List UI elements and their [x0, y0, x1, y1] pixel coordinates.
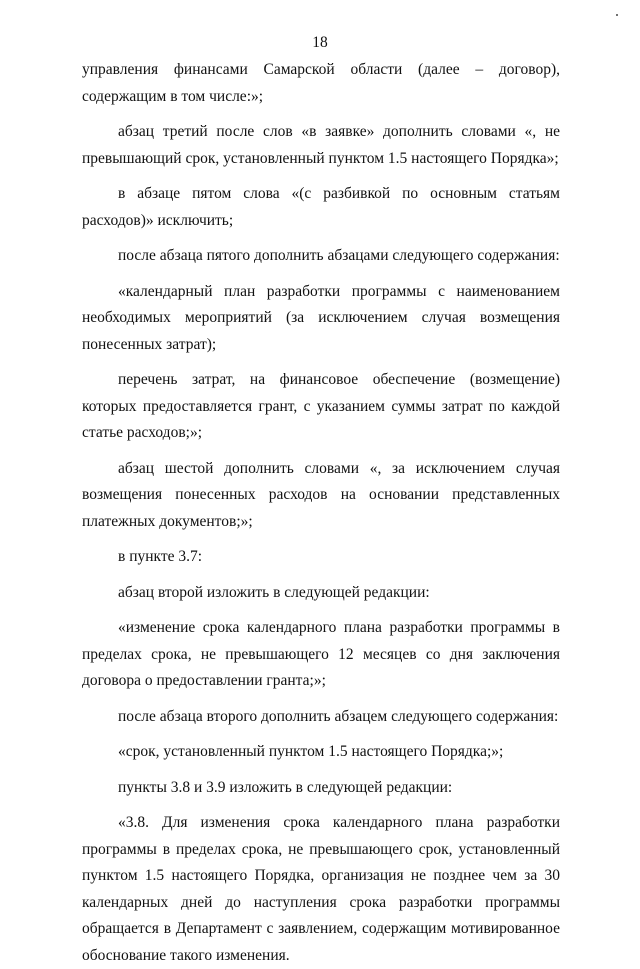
- paragraph: после абзаца пятого дополнить абзацами следующего содержания:: [118, 247, 560, 264]
- paragraph: в абзаце пятом слова «(с разбивкой по основным статьям расходов)» исключить;: [82, 185, 560, 229]
- document-body: [82, 57, 560, 969]
- paragraph: «изменение срока календарного плана разработки программы в пределах срока, не превышающего 12 месяцев со дня заключения договора о предоставлении гранта;»;: [82, 619, 560, 689]
- paragraph: абзац шестой дополнить словами «, за исключением случая возмещения понесенных расходов на основании представленных платежных документов;»;: [82, 459, 560, 530]
- paragraph: абзац третий после слов «в заявке» дополнить словами «, не превышающий срок, установленный пунктом 1.5 настоящего Порядка»;: [82, 123, 560, 167]
- paragraph: управления финансами Самарской области (далее – договор), содержащим в том числе:»;: [82, 61, 560, 105]
- paragraph: «3.8. Для изменения срока календарного плана разработки программы в пределах срока, не превышающего срок, установленный пунктом 1.5 настоящего Порядка, организация не позднее чем за 30 календарных дней до наступления срока разработки программы обращается в Департамент с заявлением, содержащим мотивированное обоснование такого изменения.: [82, 814, 560, 964]
- page-number: 18: [312, 34, 328, 51]
- paragraph: в пункте 3.7:: [118, 548, 203, 565]
- paragraph: перечень затрат, на финансовое обеспечение (возмещение) которых предоставляется грант, с указанием суммы затрат по каждой статье расходов;»;: [82, 371, 560, 441]
- scan-speck: [616, 14, 618, 16]
- paragraph: «календарный план разработки программы с наименованием необходимых мероприятий (за исключением случая возмещения понесенных затрат);: [82, 282, 560, 353]
- paragraph: абзац второй изложить в следующей редакции:: [118, 583, 430, 601]
- paragraph: после абзаца второго дополнить абзацем следующего содержания:: [118, 707, 559, 725]
- paragraph: «срок, установленный пунктом 1.5 настоящего Порядка;»;: [118, 743, 504, 760]
- paragraph: пункты 3.8 и 3.9 изложить в следующей редакции:: [118, 778, 453, 796]
